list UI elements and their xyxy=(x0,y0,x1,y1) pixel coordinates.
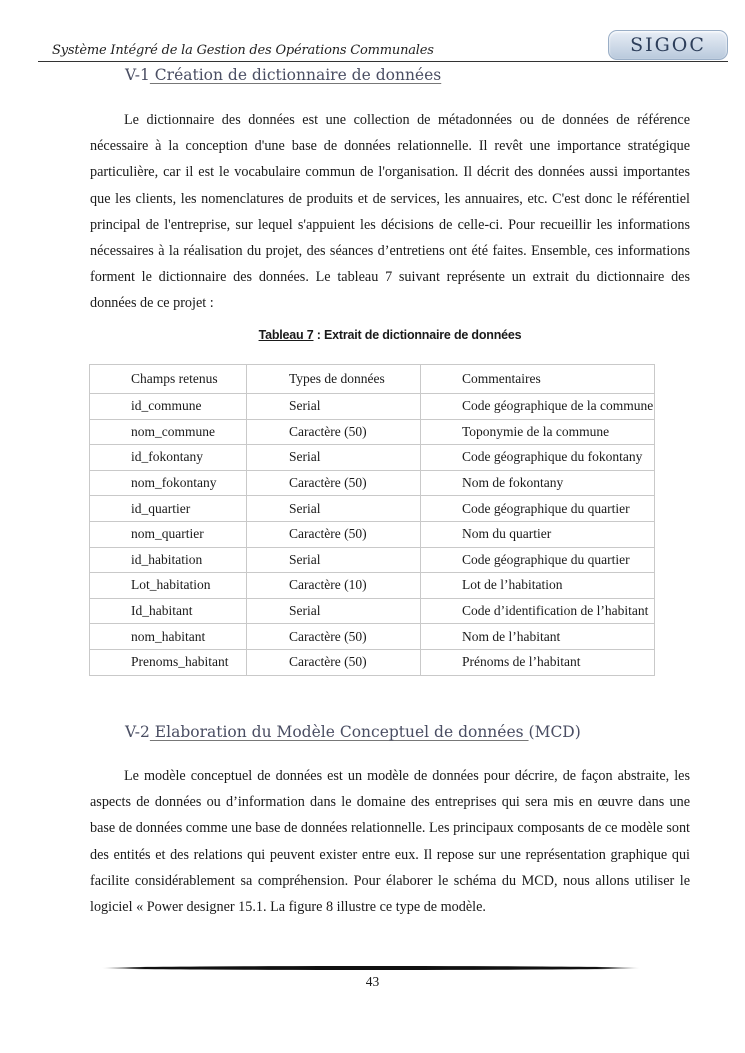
table-cell: Nom de fokontany xyxy=(421,470,655,496)
footer-divider xyxy=(102,966,640,970)
table-row xyxy=(90,496,655,522)
table-cell: Code géographique du quartier xyxy=(421,547,655,573)
table-row xyxy=(90,598,655,624)
table-cell: Nom du quartier xyxy=(421,521,655,547)
section-number: V-1 xyxy=(125,66,150,84)
section-heading-v2 xyxy=(125,723,581,741)
table-row xyxy=(90,521,655,547)
table-cell: id_habitation xyxy=(90,547,247,573)
table-cell: nom_habitant xyxy=(90,624,247,650)
table-row xyxy=(90,419,655,445)
header-title: Système Intégré de la Gestion des Opérations Communales xyxy=(52,43,434,58)
section-number: V-2 xyxy=(125,723,150,741)
table-row xyxy=(90,445,655,471)
header-divider xyxy=(38,61,728,62)
table-cell: Lot de l’habitation xyxy=(421,573,655,599)
table-cell: Caractère (50) xyxy=(247,624,421,650)
table-header-cell: Commentaires xyxy=(421,365,655,394)
table-cell: Caractère (50) xyxy=(247,649,421,675)
table-cell: Caractère (10) xyxy=(247,573,421,599)
table-cell: Serial xyxy=(247,445,421,471)
table-caption-text: : Extrait de dictionnaire de données xyxy=(313,328,522,342)
table-row xyxy=(90,394,655,420)
table-cell: nom_commune xyxy=(90,419,247,445)
table-cell: Caractère (50) xyxy=(247,470,421,496)
table-header-cell: Champs retenus xyxy=(90,365,247,394)
sigoc-logo: SIGOC xyxy=(608,30,728,60)
table-row xyxy=(90,470,655,496)
table-cell: id_quartier xyxy=(90,496,247,522)
table-cell: Lot_habitation xyxy=(90,573,247,599)
table-cell: Serial xyxy=(247,496,421,522)
section-title-suffix: (MCD) xyxy=(528,723,581,741)
table-cell: id_commune xyxy=(90,394,247,420)
table-cell: Code géographique du quartier xyxy=(421,496,655,522)
table-cell: Serial xyxy=(247,547,421,573)
table-cell: Serial xyxy=(247,394,421,420)
table-cell: Code géographique de la commune xyxy=(421,394,655,420)
table-cell: Code géographique du fokontany xyxy=(421,445,655,471)
table-cell: Nom de l’habitant xyxy=(421,624,655,650)
table-cell: Serial xyxy=(247,598,421,624)
table-cell: Caractère (50) xyxy=(247,419,421,445)
section-title: Création de dictionnaire de données xyxy=(149,66,442,84)
table-cell: id_fokontany xyxy=(90,445,247,471)
table-header-row xyxy=(90,365,655,394)
table-row xyxy=(90,573,655,599)
table-cell: Prénoms de l’habitant xyxy=(421,649,655,675)
table-cell: Caractère (50) xyxy=(247,521,421,547)
table-caption-label: Tableau 7 xyxy=(258,328,314,342)
table-cell: Id_habitant xyxy=(90,598,247,624)
table-caption xyxy=(0,328,745,342)
table-row xyxy=(90,649,655,675)
table-cell: Toponymie de la commune xyxy=(421,419,655,445)
section-title: Elaboration du Modèle Conceptuel de données xyxy=(149,723,529,741)
table-cell: Code d’identification de l’habitant xyxy=(421,598,655,624)
table-row xyxy=(90,624,655,650)
table-cell: Prenoms_habitant xyxy=(90,649,247,675)
paragraph-dictionnaire: Le dictionnaire des données est une collection de métadonnées ou de données de référence nécessaire à la conception d'une base de données relationnelle. Il revêt une importance stratégique particulière, car il est le vocabulaire commun de l'organisation. Il décrit des données aussi importantes que les clients, les nomenclatures de produits et de services, les annuaires, etc. C'est donc le référentiel principal de l'entreprise, sur lequel s'appuient les décisions de celle-ci. Pour recueillir les informations nécessaires à la réalisation du projet, des séances d’entretiens ont été faites. Ensemble, ces informations forment le dictionnaire des données. Le tableau 7 suivant représente un extrait du dictionnaire des données de ce projet : xyxy=(90,112,690,312)
table-header-cell: Types de données xyxy=(247,365,421,394)
table-cell: nom_fokontany xyxy=(90,470,247,496)
table-row xyxy=(90,547,655,573)
data-dictionary-table xyxy=(89,364,655,676)
table-cell: nom_quartier xyxy=(90,521,247,547)
page-number: 43 xyxy=(365,974,380,989)
section-heading-v1 xyxy=(125,66,441,84)
paragraph-mcd: Le modèle conceptuel de données est un modèle de données pour décrire, de façon abstraite, les aspects de données ou d’information dans le domaine des entreprises qui sera mis en œuvre dans une base de données comme une base de données relationnelle. Les principaux composants de ce modèle sont des entités et des relations qui peuvent exister entre eux. Il repose sur une représentation graphique qui facilite considérablement sa compréhension. Pour élaborer le schéma du MCD, nous allons utiliser le logiciel « Power designer 15.1. La figure 8 illustre ce type de modèle. xyxy=(90,768,690,916)
